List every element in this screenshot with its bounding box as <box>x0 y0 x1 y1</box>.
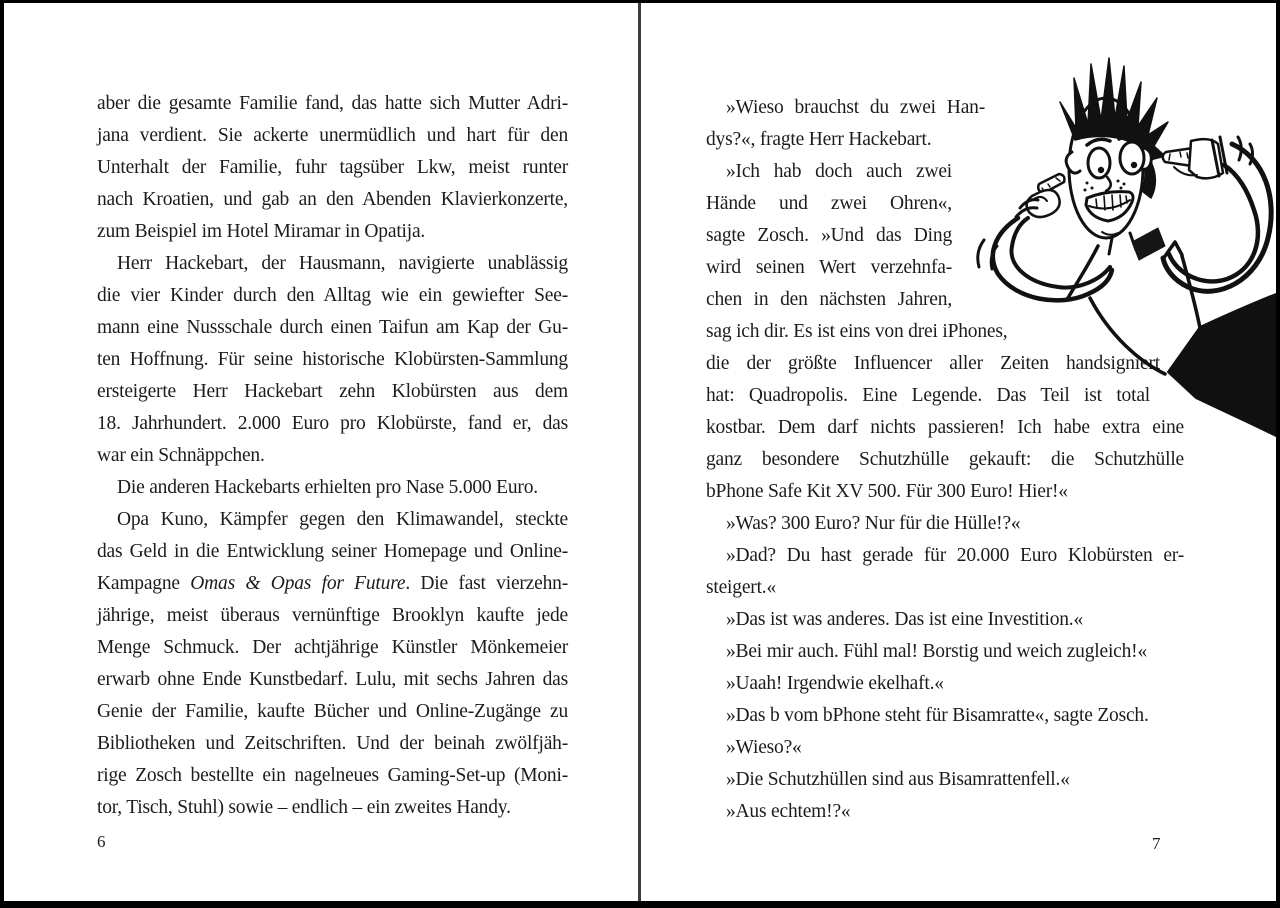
text-line: Opa Kuno, Kämpfer gegen den Klimawandel, steckte <box>117 509 568 530</box>
text-line: die vier Kinder durch den Alltag wie ein gewiefter See- <box>97 285 568 306</box>
text-line: »Wieso?« <box>726 737 802 758</box>
text-line: war ein Schnäppchen. <box>97 445 265 466</box>
boy-pointing-at-ears-illustration <box>960 40 1276 440</box>
text-line: kostbar. Dem darf nichts passieren! Ich habe extra eine <box>706 417 1184 438</box>
text-line: »Aus echtem!?« <box>726 801 851 822</box>
text-line: jährige, meist überaus vernünftige Brooklyn kaufte jede <box>97 605 568 626</box>
text-line: Die anderen Hackebarts erhielten pro Nase 5.000 Euro. <box>117 477 538 498</box>
text-line: Genie der Familie, kaufte Bücher und Online-Zugänge zu <box>97 701 568 722</box>
text-line: ersteigerte Herr Hackebart zehn Klobürsten aus dem <box>97 381 568 402</box>
text-line: bPhone Safe Kit XV 500. Für 300 Euro! Hier!« <box>706 481 1068 502</box>
text-line: tor, Tisch, Stuhl) sowie – endlich – ein zweites Handy. <box>97 797 511 818</box>
text-line: Unterhalt der Familie, fuhr tagsüber Lkw, meist runter <box>97 157 568 178</box>
text-line: »Bei mir auch. Fühl mal! Borstig und weich zugleich!« <box>726 641 1148 662</box>
left-page-text <box>97 88 568 824</box>
text-line: rige Zosch bestellte ein nagelneues Gaming-Set-up (Moni- <box>97 765 568 786</box>
text-line: »Das b vom bPhone steht für Bisamratte«, sagte Zosch. <box>726 705 1149 726</box>
text-line: »Die Schutzhüllen sind aus Bisamrattenfell.« <box>726 769 1070 790</box>
text-line: Menge Schmuck. Der achtjährige Künstler Mönkemeier <box>97 637 568 658</box>
text-line: Kampagne Omas & Opas for Future. Die fast vierzehn- <box>97 573 568 594</box>
text-line: aber die gesamte Familie fand, das hatte sich Mutter Adri- <box>97 93 568 114</box>
text-line: wird seinen Wert verzehnfa- <box>706 257 952 278</box>
text-line: mann eine Nussschale durch einen Taifun am Kap der Gu- <box>97 317 568 338</box>
text-line: sag ich dir. Es ist eins von drei iPhones, <box>706 321 1008 342</box>
frame-border-bottom <box>0 901 1280 908</box>
frame-border-left <box>0 0 4 908</box>
text-line: erwarb ohne Ende Kunstbedarf. Lulu, mit sechs Jahren das <box>97 669 568 690</box>
text-line: hat: Quadropolis. Eine Legende. Das Teil ist total <box>706 385 1150 406</box>
text-line: zum Beispiel im Hotel Miramar in Opatija. <box>97 221 426 242</box>
text-line: steigert.« <box>706 577 777 598</box>
text-line: Hände und zwei Ohren«, <box>706 193 952 214</box>
text-line: ganz besondere Schutzhülle gekauft: die Schutzhülle <box>706 449 1184 470</box>
text-line: Herr Hackebart, der Hausmann, navigierte unablässig <box>117 253 568 274</box>
text-line: 18. Jahrhundert. 2.000 Euro pro Klobürste, fand er, das <box>97 413 568 434</box>
text-line: das Geld in die Entwicklung seiner Homepage und Online- <box>97 541 568 562</box>
text-line: Bibliotheken und Zeitschriften. Und der beinah zwölfjäh- <box>97 733 568 754</box>
text-line: »Uaah! Irgendwie ekelhaft.« <box>726 673 944 694</box>
text-line: »Wieso brauchst du zwei Han- <box>726 97 985 118</box>
frame-border-right <box>1276 0 1280 908</box>
text-line: dys?«, fragte Herr Hackebart. <box>706 129 932 150</box>
page-gutter-divider <box>638 0 641 901</box>
page-number-right: 7 <box>1152 834 1161 853</box>
text-line: nach Kroatien, und gab an den Abenden Klavierkonzerte, <box>97 189 568 210</box>
text-line: »Das ist was anderes. Das ist eine Investition.« <box>726 609 1084 630</box>
frame-border-top <box>0 0 1280 3</box>
page-number-left: 6 <box>97 832 106 851</box>
text-line: die der größte Influencer aller Zeiten handsigniert <box>706 353 1160 374</box>
text-line: »Ich hab doch auch zwei <box>726 161 952 182</box>
text-line: »Was? 300 Euro? Nur für die Hülle!?« <box>726 513 1021 534</box>
text-line: chen in den nächsten Jahren, <box>706 289 952 310</box>
text-line: »Dad? Du hast gerade für 20.000 Euro Klobürsten er- <box>726 545 1184 566</box>
text-line: ten Hoffnung. Für seine historische Klobürsten-Sammlung <box>97 349 568 370</box>
text-line: sagte Zosch. »Und das Ding <box>706 225 952 246</box>
text-line: jana verdient. Sie ackerte unermüdlich und hart für den <box>97 125 568 146</box>
